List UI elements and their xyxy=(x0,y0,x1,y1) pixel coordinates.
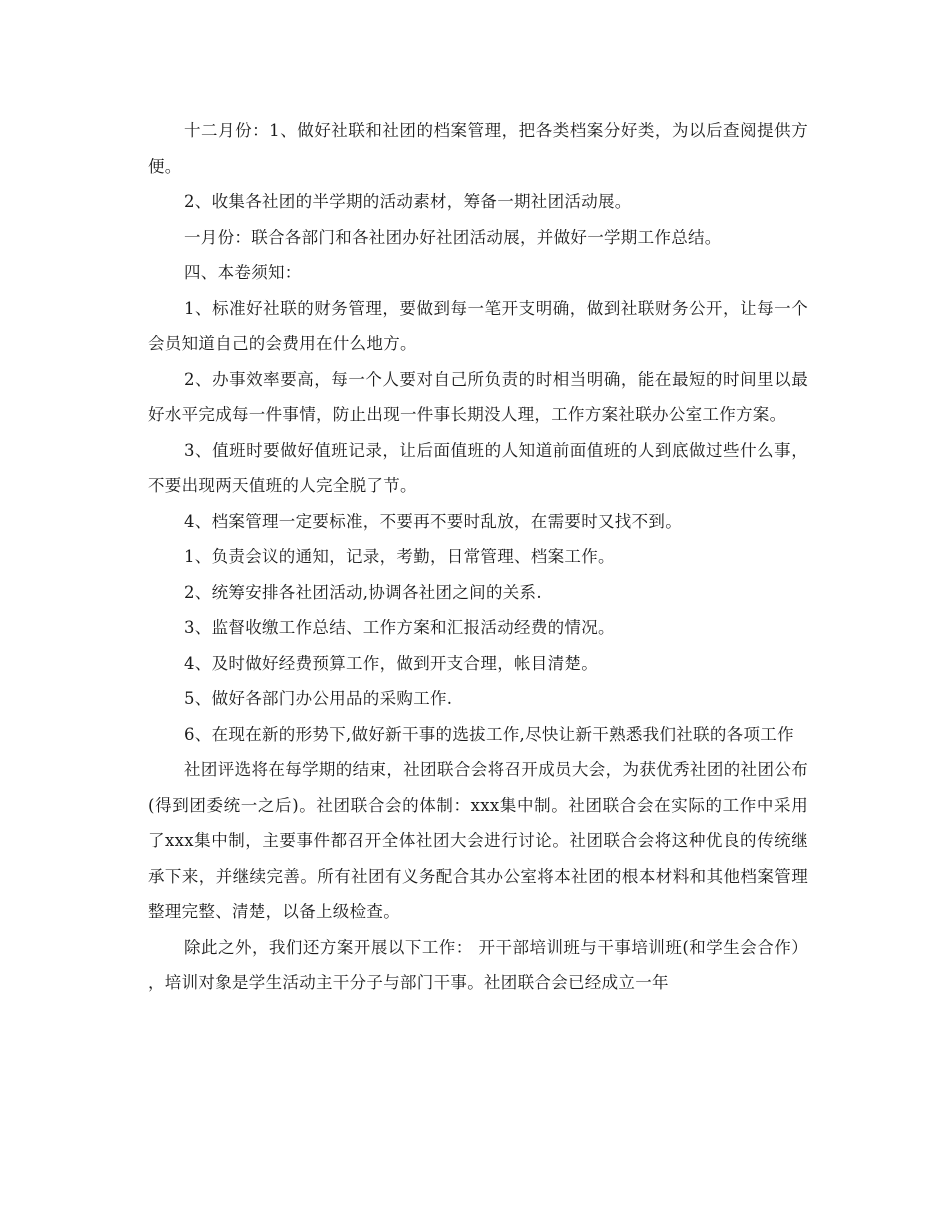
paragraph-january-plan: 一月份：联合各部门和各社团办好社团活动展，并做好一学期工作总结。 xyxy=(184,227,722,247)
paragraph-duty-6: 6、在现在新的形势下,做好新干事的选拔工作,尽快让新干熟悉我们社联的各项工作 xyxy=(184,724,794,744)
paragraph-note-2: 2、办事效率要高，每一个人要对自己所负责的时相当明确，能在最短的时间里以最好水平完成每一件事情，防止出现一件事长期没人理，工作方案社联办公室工作方案。 xyxy=(148,369,808,424)
paragraph-duty-2: 2、统筹安排各社团活动,协调各社团之间的关系. xyxy=(184,582,542,602)
paragraph-duty-5: 5、做好各部门办公用品的采购工作. xyxy=(184,689,453,708)
paragraph-duty-3: 3、监督收缴工作总结、工作方案和汇报活动经费的情况。 xyxy=(184,618,615,637)
paragraph-december-plan: 十二月份：1、做好社联和社团的档案管理，把各类档案分好类，为以后查阅提供方便。 xyxy=(148,121,808,176)
paragraph-note-3: 3、值班时要做好值班记录，让后面值班的人知道前面值班的人到底做过些什么事，不要出现两天值班的人完全脱了节。 xyxy=(148,440,808,495)
paragraph-additional-work: 除此之外，我们还方案开展以下工作： 开干部培训班与干事培训班(和学生会合作） ，培训对象是学生活动主干分子与部门干事。社团联合会已经成立一年 xyxy=(148,937,808,992)
document-body xyxy=(148,113,808,1001)
paragraph-duty-4: 4、及时做好经费预算工作，做到开支合理，帐目清楚。 xyxy=(184,653,598,673)
paragraph-duty-1: 1、负责会议的通知，记录，考勤，日常管理、档案工作。 xyxy=(184,547,615,566)
section-heading-notes: 四、本卷须知： xyxy=(184,263,302,282)
paragraph-club-evaluation: 社团评选将在每学期的结束，社团联合会将召开成员大会，为获优秀社团的社团公布(得到团委统一之后)。社团联合会的体制：xxx集中制。社团联合会在实际的工作中采用了xxx集中制，主要事件都召开全体社团大会进行讨论。社团联合会将这种优良的传统继承下来，并继续完善。所有社团有义务配合其办公室将本社团的根本材料和其他档案管理整理完整、清楚，以备上级检查。 xyxy=(148,760,808,921)
paragraph-december-item-2: 2、收集各社团的半学期的活动素材，筹备一期社团活动展。 xyxy=(184,192,632,211)
paragraph-note-1: 1、标准好社联的财务管理，要做到每一笔开支明确，做到社联财务公开，让每一个会员知道自己的会费用在什么地方。 xyxy=(148,298,808,353)
paragraph-note-4: 4、档案管理一定要标准，不要再不要时乱放，在需要时又找不到。 xyxy=(184,511,682,531)
